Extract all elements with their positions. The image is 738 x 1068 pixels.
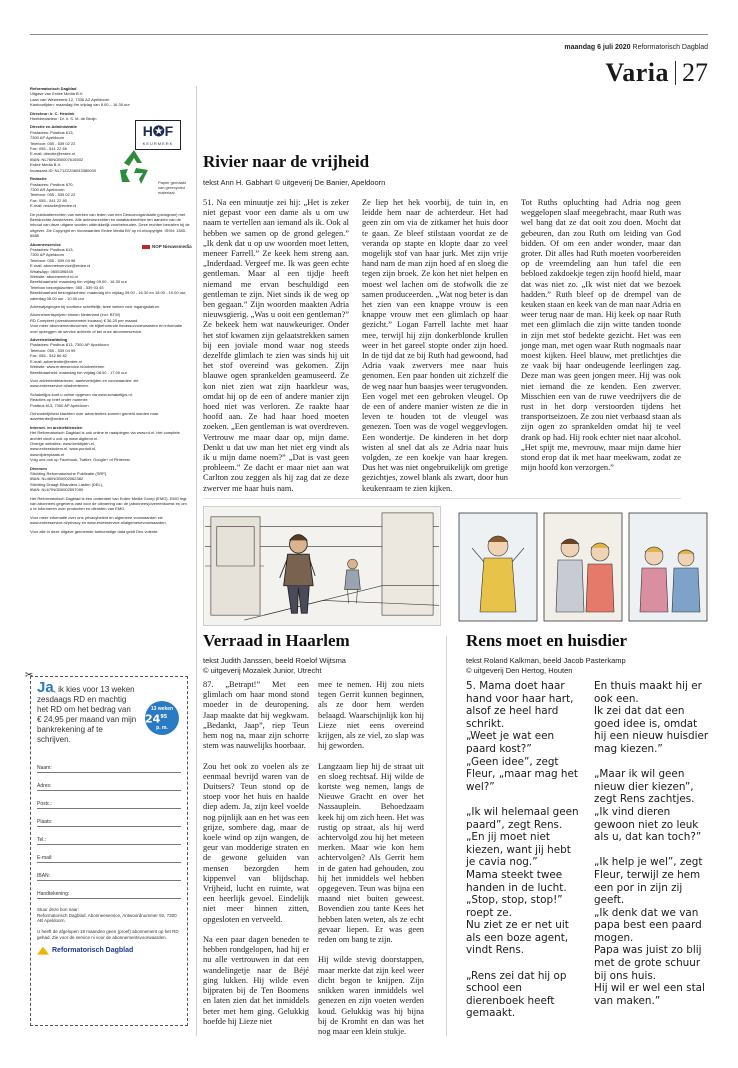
colophon-block: [30, 86, 190, 108]
colophon-text: Postadres: Postbus 613, 7300 AP Apeldoorn Telefoon: 055 - 539 04 99 Fax: 055 - 542 66 82 E-mail: advertentie@erdee.nl Website: www.erdeeservice.nl/advertenen Bereikbaarheid: maandag t/m vrijdag 08.00 - 17.00 uur: [30, 342, 127, 375]
coupon-field-label: E-mail:: [37, 855, 181, 863]
section-name: Varia: [605, 58, 669, 87]
colophon-text: Onhoudelijkheid klachten over advertenties kunnen gemeld worden naar advertentie@erdee.nl: [30, 410, 159, 422]
credit-verraad-line2: © uitgeverij Mozaïek Junior, Utrecht: [203, 666, 322, 675]
coupon-field-label: Tel.:: [37, 837, 181, 845]
article-credit-rens: [466, 656, 626, 676]
illustration-verraad: [203, 506, 441, 626]
colophon-block: [30, 496, 190, 512]
coupon-lead: [37, 679, 137, 745]
colophon-block: [30, 515, 190, 526]
article-rens-col1: 5. Mama doet haar hand voor haar hart, alsof ze heel hard schrikt. „Weet je wat een paard kost?” „Geen idee”, zegt Fleur, „maar mag het wel?” „Ik wil helemaal geen paard”, zegt Rens. „En jij moet niet kiezen, want jij hebt je cavia nog.” Mama steekt twee handen in de lucht. „Stop, stop, stop!” roept ze. Nu ziet ze er net uit als een boze agent, vindt Rens. „Rens zei dat hij op school een dierenboek heeft gemaakt.: [466, 680, 579, 1020]
colophon-heading: Directie en Administratie: [30, 124, 77, 130]
article-credit-verraad: [203, 656, 346, 676]
coupon-field-label: Postc.:: [37, 801, 181, 809]
colophon-text: Adreswijzigingen bij voorkeur schriftelijk; twee weken vóór ingangsdatum.: [30, 304, 161, 310]
article-rivier-col3: Tot Ruths opluchting had Adria nog geen weggelopen slaaf meegebracht, maar Ruth was wel bang dat ze dat ooit zou doen. Mocht dat gebeuren, dan zou Ruth om leiding van God bidden. Of om een ander wonder, maar dan groter. Dit alles had Ruth moeten voorbereiden op de vreemdeling aan hun tafel die een bebloed zakdoekje tegen zijn hoofd hield, maar dat was niet zo. „Ik wist niet dat we bezoek hadden.” Ruth bleef op de drempel van de keuken staan en keek van de man naar Adria en weer terug naar de man. Hij keek op naar Ruth met een glimlach die zijn witte tanden toonde in zijn met stof bedekte gezicht. Het was een jonge man, met ogen waar Ruth nogmaals naar moest kijken. Heel blauw, met pretlichtjes die ze vaak bij haar ondeugende leerlingen zag. Deze man was geen jongen meer. Hij was ook niet iemand die ze kenden. Een zwerver. Misschien een van de ruwe veedrijvers die de rust in het dorp verstoorden tijdens het transportseizoen. Ze zou niet verbaasd staan als zijn ogen zo sprankelden omdat hij te veel drank op had. Hij rook echter niet naar alcohol. „Het spijt me, mevrouw, maar mijn dame hier stond erop dat ik met haar meekwam, zodat ze mijn hoofd kon verzorgen.”: [521, 198, 681, 473]
article-title-rens: Rens moet en huisdier: [466, 631, 628, 650]
paper-name: Reformatorisch Dagblad: [632, 44, 708, 51]
colophon-text: Abonnementsprijzen binnen Nederland (incl. BTW) RD Compleet (overabonnement incasso) € 36,25 per maand. Voor meer abonnementsvormen, de bijbehorende lincasso/voorwaarden en informatie over opzeggen de service achterin of bel onze abonneeservice.: [30, 312, 183, 334]
colophon-text: Uitgave van Erdee Media B.V. Laan van Westenenk 12, 7336 AZ Apeldoorn Kantoortijden: maandag t/m vrijdag van 8.00 – 16.30 uur: [30, 91, 130, 108]
coupon-field[interactable]: [37, 791, 181, 809]
badge-weeks: 13 weken: [150, 706, 174, 712]
article-rens-col2: En thuis maakt hij er ook een. Ik zei dat dat een goed idee is, omdat hij een nieuw huisdier mag kiezen.” „Maar ik wil geen nieuw dier kiezen”, zegt Rens zachtjes. „Ik vind dieren gewoon niet zo leuk als u, dat kan toch?” „Ik help je wel”, zegt Fleur, terwijl ze hem een por in zijn zij geeft. „Ik denk dat we van papa best een paard mogen. Papa was juist zo blij met de grote schuur bij ons huis. Hij wil er wel een stal van maken.”: [594, 680, 709, 1007]
coupon-ja: Ja: [37, 679, 54, 696]
coupon-field-label: Naam:: [37, 765, 181, 773]
credit-rens-line1: tekst Roland Kalkman, beeld Jacob Pasterkamp: [466, 656, 626, 665]
keurmerk-logo-mark: H✪F: [142, 123, 174, 139]
column-rule: [196, 86, 197, 1036]
coupon-fields: [37, 755, 181, 899]
rd-logo-text: Reformatorisch Dagblad: [52, 947, 134, 955]
colophon-text: Voor meer informatie over ons privacybeleid en algemene voorwaarden zie www.erdeeservice.nl/privacy en www.erdeeservice.nl/algemenevoorwaarden.: [30, 514, 167, 526]
credit-rens-line2: © uitgeverij Den Hertog, Houten: [466, 666, 573, 675]
coupon-field[interactable]: [37, 863, 181, 881]
colophon-text: Voor alle in deze uitgave genoemde toekomstige data geldt Deo volente.: [30, 528, 159, 534]
colophon-block: [30, 411, 190, 422]
article-rivier-col1: 51. Na een minuutje zei hij: „Het is zeker niet gepast voor een dame als u om uw naam te vertellen aan iemand als ik. Ook al hebben we samen op de grond gelegen.” „Ik denk dat u op uw woorden moet letten, meneer Farrell.” Ze keek hem streng aan. „Inderdaad. Vergeef me. Ik was geen echte gentleman. Maar al een tijdje heeft niemand me ervan beschuldigd een gentleman te zijn. Niet sinds ik de weg op ben gegaan.” Zijn woorden maakten Adria nieuwsgierig. „Was u ooit een gentleman?” Ze bekeek hem wat nauwkeuriger. Onder het stof kwamen zijn gelaatstrekken samen bij een joviale mond waar nog steeds dezelfde glimlach te zien was sinds hij uit het stof overeind was gekomen. Zijn blauwe ogen sprankelden geamuseerd. Ze kon niet zien wat zijn haarkleur was, omdat hij op de een of andere manier zijn hoed niet was verloren. Ze raakte haar hoofd aan. Ze had haar hoed moeten zoeken. „Een gentleman is wat overdreven. Vertrouw me maar daar op, mijn dame. Denkt u dat uw man het niet erg vindt als ik u mijn dame noem?” „Dat is vast geen probleem.” Ze dacht er maar niet aan wat Carlton zou zeggen als hij zag dat ze deze zwerver me haar huis nam.: [203, 198, 349, 493]
article-title-verraad: Verraad in Haarlem: [203, 631, 350, 650]
header-rule: [30, 34, 708, 35]
badge-price: $24^{95}$: [145, 712, 168, 726]
coupon-field[interactable]: [37, 755, 181, 773]
keurmerk-logo-sub: KEURMERK: [142, 141, 174, 146]
coupon-field-label: IBAN:: [37, 873, 181, 881]
colophon-text: Postadres: Postbus 613, 7300 AP Apeldoorn Telefoon: 055 - 539 02 22 Fax: 055 - 541 22 66 E-mail: directie@erdee.nl IBAN: NL76INGB0007616502 Erdee Media B.V. Incassant-ID: NL71ZZZ08043380000: [30, 129, 97, 173]
colophon-heading: Abonneeservice: [30, 241, 61, 247]
colophon-text: De publicatierechten van werken van leden van een Desconorganisatie (pictogram) met Beeldrechte Amstelveen. Alle auteursrechten en databankrechten ten aanzien van de inhoud van deze uitgave worden uitdrukkelijk voorbehouden. Deze rechten berusten bij de uitgever. Zie Copyright en Voorwaarden Erdee Media BV op rd.nl/copyright. ISSN: 1380-6688: [30, 211, 190, 239]
colophon-block: [30, 378, 190, 389]
illustration-rens: [458, 512, 708, 622]
article-rivier-col2: Ze liep het hek voorbij, de tuin in, en leidde hem naar de achterdeur. Het had geen zin om via de zitkamer het huis door te gaan. Ze bleef stilstaan voordat ze de veranda op stapte en klopte daar zo veel mogelijk stof van haar jurk. Met zijn vrije hand nam de man zijn hoed af en sloeg die tegen zijn broek. Ze kon het niet helpen en moest wel lachen om de stofwolk die ze samen produceerden. „Wat nog beter is dan het zien van een knappe vrouw is een knappe vrouw met een glimlach op haar gezicht.” Logan Farrell lachte met haar mee, terwijl hij zijn donkerblonde krullen weer in het gareel stopte onder zijn hoed. In de tijd dat ze bij Ruth had gewoond, had Adria vaak zwervers mee naar huis genomen. Een paar honden uit zichzelf die de weg naar hun baasjes weer terugvonden. Een vogel met een gebroken vleugel. Op de een of andere manier wisten ze die in leven te houden tot de vleugel was genezen. Toen was de vogel weggevlogen. Een wondertje. De kinderen in het dorp wisten al snel dat als ze Adria naar huis volgden, ze een koekje van haar kregen. Dus het was niet ongebruikelijk om gretige gezichtjes, zowel blank als zwart, door hun keukenraam te zien kijken.: [362, 198, 508, 493]
coupon-field-label: Adres:: [37, 783, 181, 791]
nop-logo: [142, 244, 192, 249]
colophon-block: [30, 529, 190, 534]
credit-verraad-line1: tekst Judith Janssen, beeld Roelof Wijtsma: [203, 656, 346, 665]
recycle-icon: [114, 146, 154, 192]
colophon-text: Postadres: Postbus 670, 7300 AR Apeldoorn Telefoon: 055 - 539 02 22 Fax: 055 - 541 22 80 E-mail: redactie@erdee.nl: [30, 181, 77, 209]
colophon-text: Het Reformatorisch Dagblad is een onderdeel van Erdee Media Groep (EMG). EMG legt van abonnees gegevens vast voor de uitvoering van de (abonnees)overeenkomst en om u te informeren over producten en diensten van EMG.: [30, 495, 187, 512]
dateline: [564, 44, 708, 51]
colophon-heading: Reformatorisch Dagblad: [30, 86, 77, 91]
colophon-block: [30, 312, 190, 334]
colophon-block: [30, 304, 190, 309]
column-rule-2: [446, 636, 447, 1036]
colophon: [30, 86, 190, 537]
colophon-text: Voor advertentietarieven, aanleverkijden en voorwaarden: zie www.erdeeservice.nl/advertenen.: [30, 377, 139, 389]
nop-flag-icon: [142, 245, 150, 249]
colophon-heading: Directeur: ir. C. Heutink: [30, 110, 75, 116]
issue-date: maandag 6 juli 2020: [564, 44, 631, 51]
section-header: [605, 58, 708, 88]
colophon-block: [30, 337, 190, 375]
rd-logo-icon: [37, 947, 49, 955]
coupon-field[interactable]: [37, 773, 181, 791]
coupon-field[interactable]: [37, 827, 181, 845]
article-credit-rivier: tekst Ann H. Gabhart © uitgeverij De Banier, Apeldoorn: [203, 178, 386, 187]
colophon-heading: Advertentieafdeling: [30, 337, 68, 343]
colophon-block: [30, 392, 190, 408]
colophon-block: [30, 425, 190, 463]
colophon-text: Hoofdredacteur: Dr. ir. S. M. de Bruijn: [30, 116, 97, 122]
nop-label: NOP Nieuwsmedia: [152, 244, 192, 249]
article-verraad-col1: 87. „Betrapt!” Met een glimlach om haar mond stond moeder in de deuropening. Jaap maakte dat hij wegkwam. „Bedankt, Jaap”, riep Teun hem nog na, maar zijn schorre stem was nauwelijks hoorbaar. Zou het ook zo voelen als ze eenmaal bevrijd waren van de Duitsers? Teun stond op de stoep voor het huis en haalde diep adem. Ja, zijn keel voelde nog pijnlijk aan en het was een grijze, sombere dag, maar de koele wind op zijn wangen, de geur van modderige straten en de gewone geluiden van mensen bezorgden hem kippenvel van blijdschap. Vrijheid, lucht en ruimte, wat een heerlijk gevoel. Eindelijk niet meer binnen zitten, opgesloten en verveeld. Na een paar dagen beneden te hebben rondgelopen, had hij er nu alle vertrouwen in dat een wandelingetje naar de Béjé ging lukken. Hij wilde even bijpraten bij de Ten Boomens en laten zien dat het inmiddels beter met hem ging. Gelukkig hoefde hij Lieze niet: [203, 680, 309, 1026]
coupon-field[interactable]: [37, 845, 181, 863]
coupon-lead-text: , ik kies voor 13 weken zesdaags RD en machtig het RD om het bedrag van € 24,95 per maand van mijn bankrekening af te schrijven.: [37, 685, 137, 744]
coupon-field-label: Plaats:: [37, 819, 181, 827]
coupon-field[interactable]: [37, 881, 181, 899]
subscription-coupon: [30, 676, 188, 1026]
coupon-field[interactable]: [37, 809, 181, 827]
colophon-text: Het Reformatorisch Dagblad is ook online te raadplegen via www.rd.nl. Het complete archief vindt u ook op www.digibron.nl. Overige websites: www.kerktijden.nl, www.erdeestudent.nl, www.puntuit.nl, www.tijdenplaats.nl Volg ons ook op Facebook, Twitter, Google+ of Pinterest.: [30, 430, 180, 463]
page-number: 27: [682, 58, 708, 87]
colophon-text: Postadres: Postbus 613, 7300 AP Apeldoorn Telefoon: 055 - 539 04 96 E-mail: abonneeservice@erdee.nl WhatsApp: 0655396545 Website: abonnement.rd.nl Bereikbaarheid: maandag t/m vrijdag 09.00 - 16.30 uur Telefoon bezorgklachten: 055 - 539 03 45 Bereikbaarheid bezorgklachten: maandag t/m vrijdag 09.00 - 16.30 en 18.00 - 19.00 uur, zaterdag 08.00 uur - 10.00 uur: [30, 246, 187, 301]
badge-unit: p. m.: [156, 724, 168, 731]
colophon-block: [30, 466, 190, 493]
colophon-text: Stichting Reformatorische Publicatie (SRP), IBAN: NL46INGB0002062382 Stichting Draagt Elkanders Lasten (DEL), IBAN: NL67INGB0002597090: [30, 471, 108, 493]
price-badge: [145, 701, 179, 735]
article-title-rivier: Rivier naar de vrijheid: [203, 152, 370, 171]
article-verraad-col2: mee te nemen. Hij zou niets tegen Gerrit kunnen beginnen, als ze door hem werden belaagd. Waarschijnlijk kon hij Lieze niet eens overeind krijgen, als ze viel, zo slap was hij geworden. Langzaam liep hij de straat uit en sloeg rechtsaf. Hij wilde de kortste weg nemen, langs de Nieuwe Gracht en over het Nassauplein. Behoedzaam keek hij om zich heen. Het was rustig op straat, als hij werd achtervolgd zou hij het meteen merken. Maar wie kon hem achtervolgen? Als Gerrit hem in de gaten had gehouden, zou hij het inmiddels wel hebben opgegeven. Teun was bijna een maand niet buiten geweest. Bovendien zou tante Kees het hebben laten weten, als ze echt gevaar liepen. Er was geen reden om bang te zijn. Hij wilde stevig doorstappen, maar merkte dat zijn keel weer dicht begon te knijpen. Zijn snikken waren inmiddels wel genezen en zijn voeten werden koud. Gelukkig was hij bijna bij de Kromht en dan was het nog maar een klein stukje.: [318, 680, 424, 1036]
colophon-heading: Diversen: [30, 465, 47, 471]
article-separator: [203, 498, 681, 499]
colophon-text: Schaketijps kunt u online opgeven via www.schaketijps.nl. Reacties op brief onder nummer: Postbus 613, 7300 AP Apeldoorn: [30, 391, 133, 408]
rd-logo: [37, 947, 181, 955]
colophon-block: [30, 242, 190, 301]
colophon-heading: Internet- en archiefdiensten: [30, 424, 83, 430]
section-divider: [675, 61, 676, 85]
recycle-caption: Papier gemaakt van gerecycled materiaal: [158, 180, 187, 195]
coupon-field-label: Handtekening:: [37, 891, 181, 899]
colophon-block: [30, 212, 190, 239]
scissors-icon: ✂: [25, 670, 34, 681]
coupon-note: Stuur deze bon naar: Reformatorisch Dagblad, Abonneeservice, Antwoordnummer 92, 7300 AB Apeldoorn. U heeft de afgelopen 18 maanden geen (proef) abonnement op het RD gehad. Zie voor de service ni voor de abonnementsvoorwaarden.: [37, 907, 179, 940]
colophon-heading: Redactie: [30, 176, 47, 182]
